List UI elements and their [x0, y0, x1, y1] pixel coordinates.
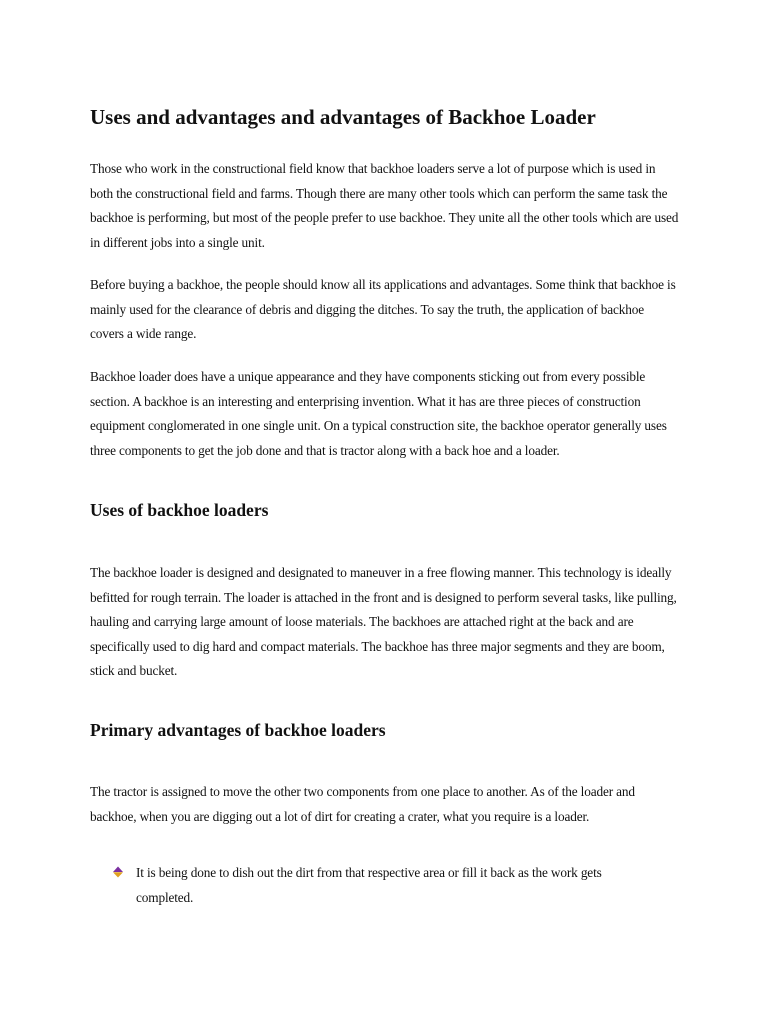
intro-paragraph-3: Backhoe loader does have a unique appearance and they have components sticking out from every possible section. A backhoe is an interesting and enterprising invention. What it has are three pieces of construction equipment conglomerated in one single unit. On a typical construction site, the backhoe operator generally uses three components to get the job done and that is tractor along with a back hoe and a loader.: [90, 369, 667, 458]
bullet-text: It is being done to dish out the dirt from that respective area or fill it back as the work gets completed.: [136, 865, 602, 905]
advantages-paragraph: The tractor is assigned to move the other two components from one place to another. As of the loader and backhoe, when you are digging out a lot of dirt for creating a crater, what you require is a loader.: [90, 784, 635, 824]
uses-paragraph: The backhoe loader is designed and designated to maneuver in a free flowing manner. This technology is ideally befitted for rough terrain. The loader is attached in the front and is designed to perform several tasks, like pulling, hauling and carrying large amount of loose materials. The backhoes are attached right at the back and are specifically used to dig hard and compact materials. The backhoe has three major segments and they are boom, stick and bucket.: [90, 565, 677, 678]
advantages-heading: Primary advantages of backhoe loaders: [90, 720, 386, 740]
document-title: Uses and advantages and advantages of Backhoe Loader: [90, 105, 596, 129]
intro-paragraph-1: Those who work in the constructional field know that backhoe loaders serve a lot of purpose which is used in both the constructional field and farms. Though there are many other tools which can perform the same task the backhoe is performing, but most of the people prefer to use backhoe. They unite all the other tools which are used in different jobs into a single unit.: [90, 161, 679, 250]
arrow-bullet-icon: [112, 866, 124, 878]
uses-heading: Uses of backhoe loaders: [90, 500, 269, 520]
intro-paragraph-2: Before buying a backhoe, the people should know all its applications and advantages. Some think that backhoe is mainly used for the clearance of debris and digging the ditches. To say the truth, the application of backhoe covers a wide range.: [90, 277, 676, 341]
